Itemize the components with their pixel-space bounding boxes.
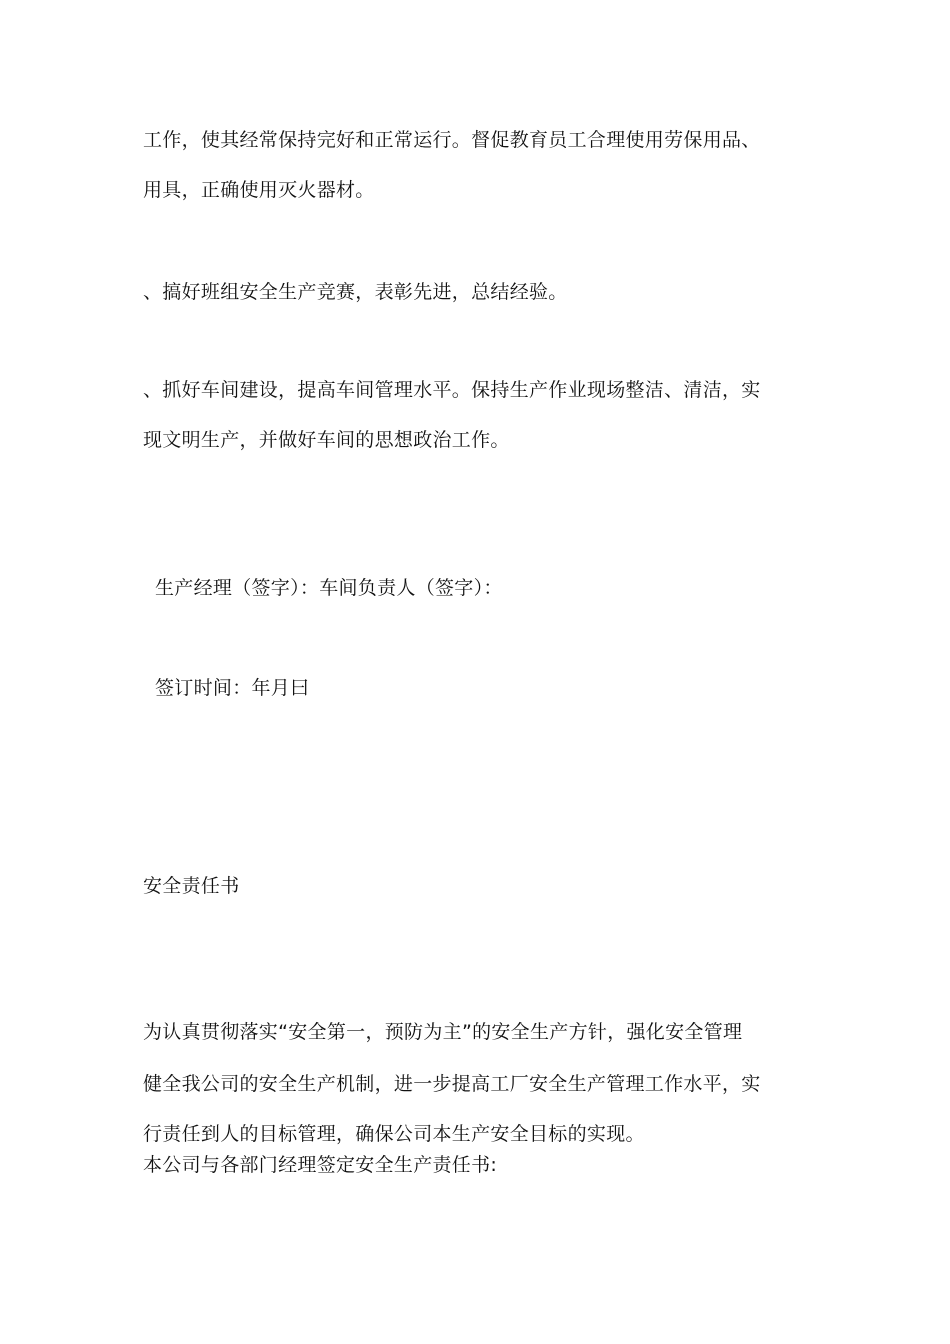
paragraph-line: 用具，正确使用灭火器材。	[143, 179, 375, 201]
paragraph-line: 本公司与各部门经理签定安全生产责任书:	[143, 1154, 498, 1176]
paragraph-line: 工作，使其经常保持完好和正常运行。督促教育员工合理使用劳保用品、	[143, 129, 761, 151]
section-title: 安全责任书	[143, 875, 240, 897]
list-item: 、搞好班组安全生产竞赛，表彰先进，总结经验。	[143, 281, 568, 303]
paragraph-line: 为认真贯彻落实“安全第一，预防为主”的安全生产方针，强化安全管理	[143, 1021, 743, 1043]
paragraph-line: 行责任到人的目标管理，确保公司本生产安全目标的实现。	[143, 1123, 645, 1145]
signature-line: 生产经理（签字）：车间负责人（签字）：	[155, 577, 503, 599]
paragraph-line: 现文明生产，并做好车间的思想政治工作。	[143, 429, 510, 451]
signing-date: 签订时间：年月曰	[155, 677, 310, 699]
list-item: 、抓好车间建设，提高车间管理水平。保持生产作业现场整洁、清洁，实	[143, 379, 761, 401]
paragraph-line: 健全我公司的安全生产机制，进一步提高工厂安全生产管理工作水平，实	[143, 1073, 761, 1095]
